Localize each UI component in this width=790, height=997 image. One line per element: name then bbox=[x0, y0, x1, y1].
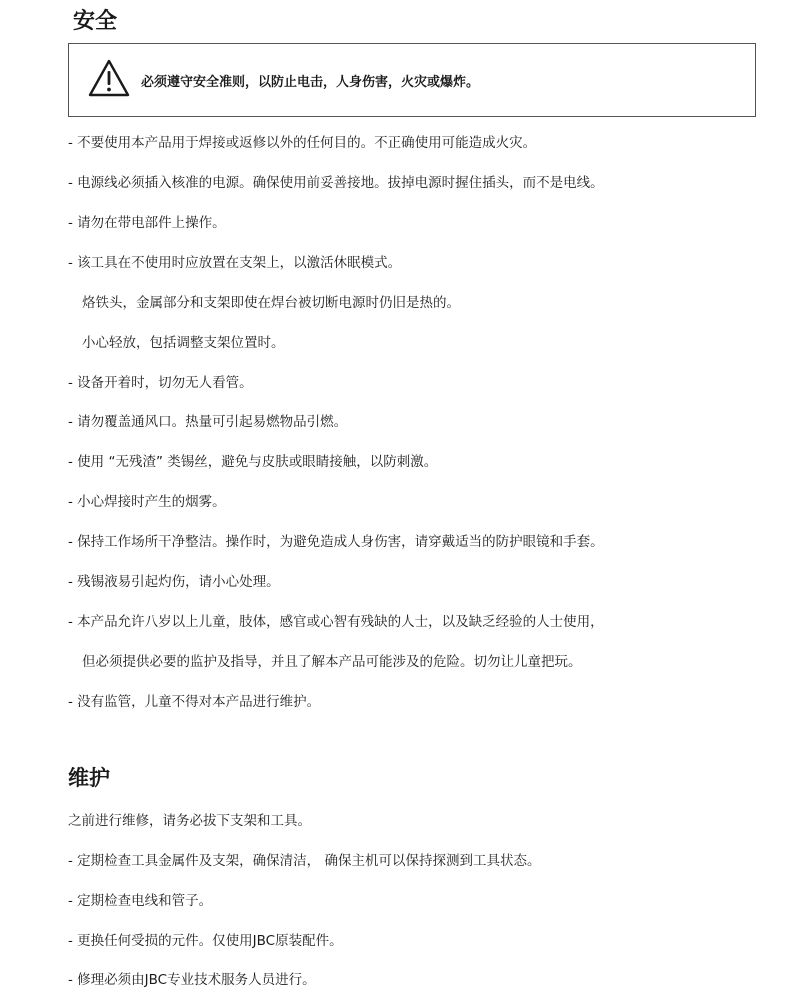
safety-item: - 使用 “无残渣” 类锡丝，避免与皮肤或眼睛接触，以防刺激。 bbox=[68, 454, 438, 470]
safety-item: - 该工具在不使用时应放置在支架上，以激活休眠模式。 bbox=[68, 255, 402, 271]
safety-warning-text: 必须遵守安全准则，以防止电击，人身伤害，火灾或爆炸。 bbox=[141, 75, 480, 90]
safety-item: - 不要使用本产品用于焊接或返修以外的任何目的。不正确使用可能造成火灾。 bbox=[68, 135, 537, 151]
maintenance-item: - 定期检查工具金属件及支架，确保清洁， 确保主机可以保持探测到工具状态。 bbox=[68, 853, 541, 869]
safety-item: - 电源线必须插入核准的电源。确保使用前妥善接地。拔掉电源时握住插头，而不是电线。 bbox=[68, 175, 604, 191]
safety-item: - 请勿覆盖通风口。热量可引起易燃物品引燃。 bbox=[68, 414, 348, 430]
safety-item: - 小心焊接时产生的烟雾。 bbox=[68, 494, 226, 510]
maintenance-heading: 维护 bbox=[68, 766, 110, 790]
safety-item: - 本产品允许八岁以上儿童，肢体，感官或心智有残缺的人士，以及缺乏经验的人士使用， bbox=[68, 614, 604, 630]
safety-item: - 残锡液易引起灼伤，请小心处理。 bbox=[68, 574, 280, 590]
safety-item: - 保持工作场所干净整洁。操作时，为避免造成人身伤害，请穿戴适当的防护眼镜和手套。 bbox=[68, 534, 604, 550]
maintenance-item: - 修理必须由JBC专业技术服务人员进行。 bbox=[68, 972, 316, 988]
safety-item: - 没有监管，儿童不得对本产品进行维护。 bbox=[68, 694, 321, 710]
maintenance-item: - 更换任何受损的元件。仅使用JBC原装配件。 bbox=[68, 933, 343, 949]
safety-warning-box bbox=[68, 43, 756, 117]
safety-item-continuation: 小心轻放，包括调整支架位置时。 bbox=[82, 335, 285, 351]
maintenance-item: - 定期检查电线和管子。 bbox=[68, 893, 213, 909]
safety-heading: 安全 bbox=[73, 9, 118, 34]
maintenance-intro: 之前进行维修，请务必拔下支架和工具。 bbox=[68, 813, 311, 829]
safety-item-continuation: 烙铁头，金属部分和支架即使在焊台被切断电源时仍旧是热的。 bbox=[82, 295, 460, 311]
safety-item-continuation: 但必须提供必要的监护及指导，并且了解本产品可能涉及的危险。切勿让儿童把玩。 bbox=[82, 654, 582, 670]
safety-item: - 请勿在带电部件上操作。 bbox=[68, 215, 226, 231]
safety-item: - 设备开着时，切勿无人看管。 bbox=[68, 375, 253, 391]
warning-triangle-icon bbox=[87, 58, 131, 98]
